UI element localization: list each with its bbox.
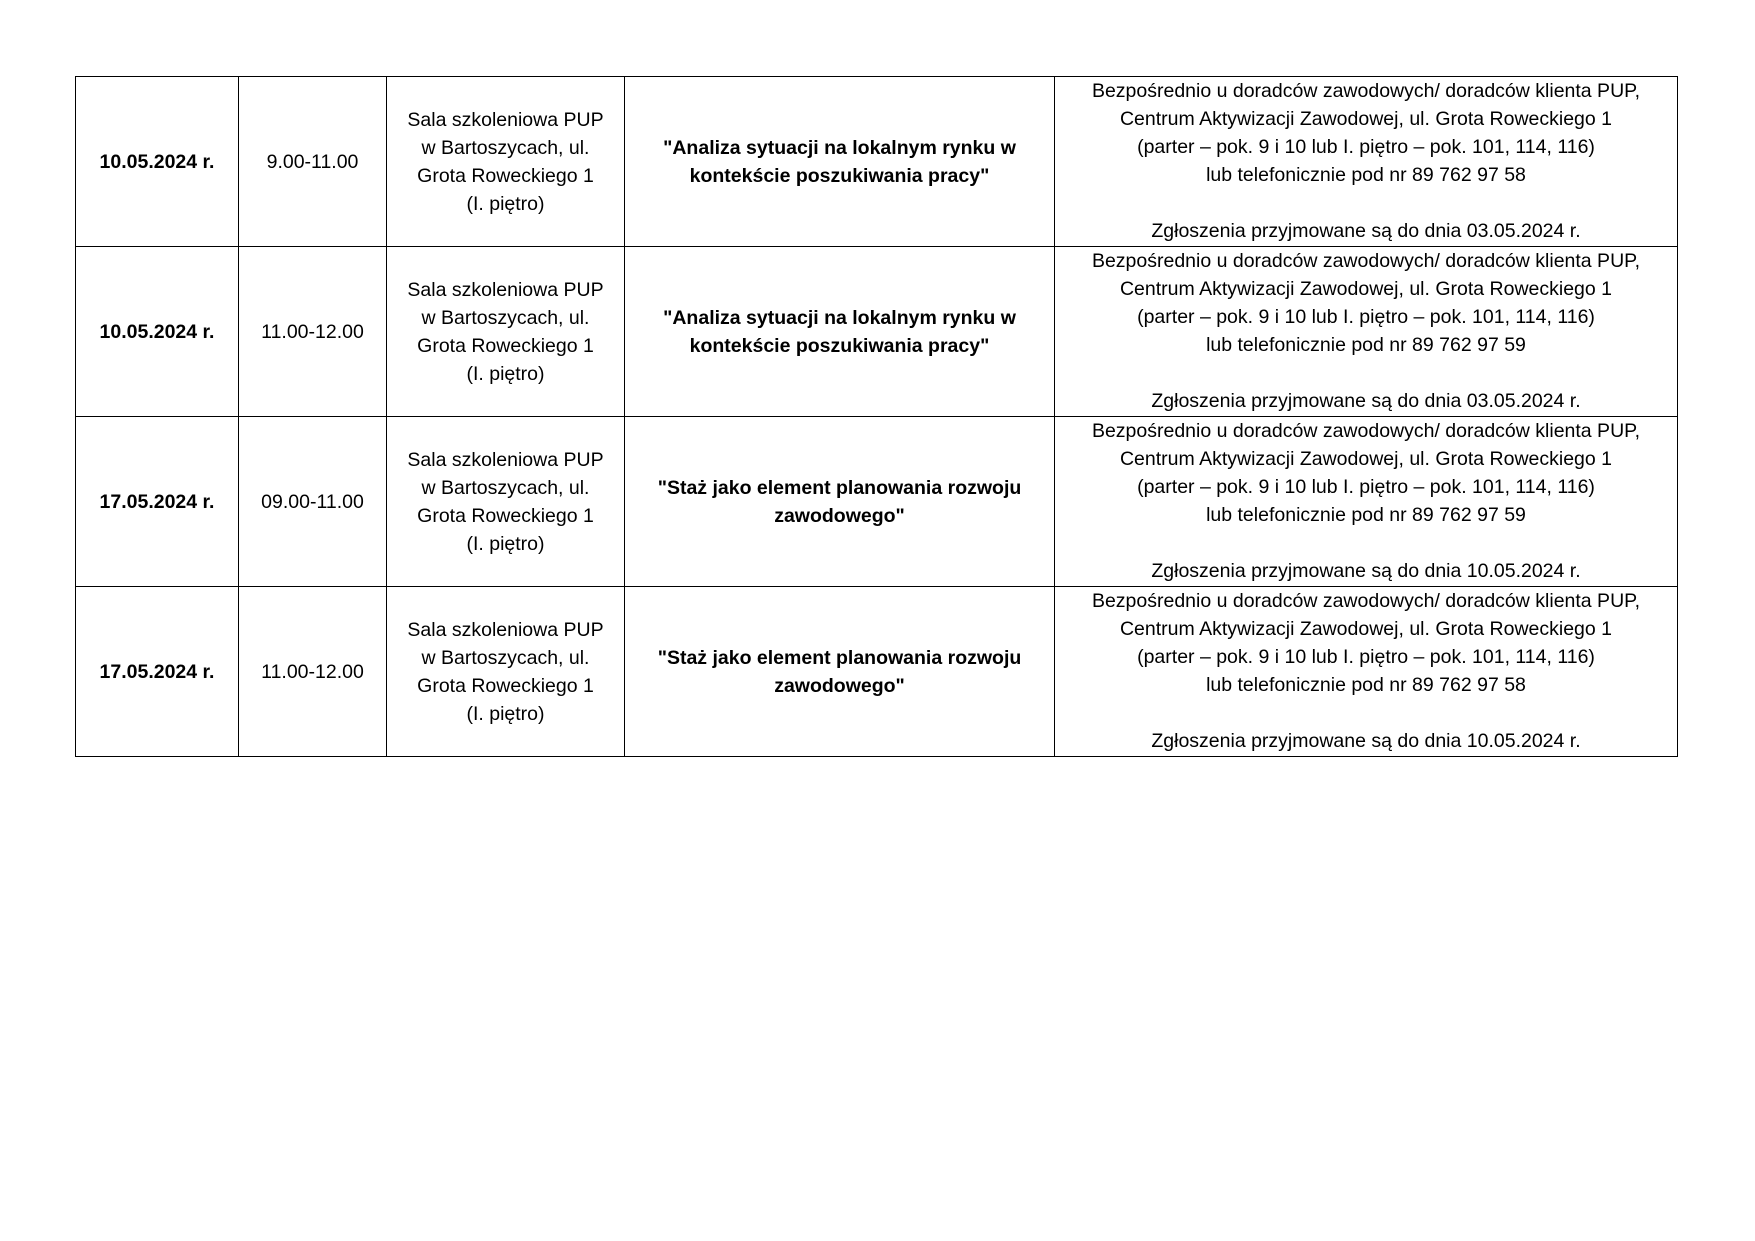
registration-line: lub telefonicznie pod nr 89 762 97 58 bbox=[1206, 164, 1526, 186]
registration-line: lub telefonicznie pod nr 89 762 97 59 bbox=[1206, 504, 1526, 526]
title-line: "Staż jako element planowania rozwoju bbox=[657, 646, 1022, 669]
location-line: (I. piętro) bbox=[466, 702, 545, 725]
registration-line: Centrum Aktywizacji Zawodowej, ul. Grota Roweckiego 1 bbox=[1119, 618, 1613, 640]
title-line: "Staż jako element planowania rozwoju bbox=[657, 476, 1022, 499]
registration-cell bbox=[1055, 247, 1678, 417]
location-line: Grota Roweckiego 1 bbox=[417, 504, 594, 527]
date-cell: 10.05.2024 r. bbox=[76, 247, 239, 417]
location-line: Grota Roweckiego 1 bbox=[417, 164, 594, 187]
workshop-title-cell bbox=[625, 587, 1055, 757]
registration-line: (parter – pok. 9 i 10 lub I. piętro – pok. 101, 114, 116) bbox=[1137, 476, 1595, 498]
spacer bbox=[1063, 189, 1669, 217]
registration-line: Bezpośrednio u doradców zawodowych/ doradców klienta PUP, bbox=[1091, 590, 1641, 612]
registration-line: (parter – pok. 9 i 10 lub I. piętro – pok. 101, 114, 116) bbox=[1137, 646, 1595, 668]
registration-line: (parter – pok. 9 i 10 lub I. piętro – pok. 101, 114, 116) bbox=[1137, 306, 1595, 328]
workshop-title-cell bbox=[625, 247, 1055, 417]
location-cell bbox=[387, 587, 625, 757]
location-cell bbox=[387, 247, 625, 417]
title-line: kontekście poszukiwania pracy" bbox=[689, 334, 990, 357]
registration-deadline: Zgłoszenia przyjmowane są do dnia 03.05.2024 r. bbox=[1151, 220, 1581, 242]
date-cell: 17.05.2024 r. bbox=[76, 417, 239, 587]
registration-deadline: Zgłoszenia przyjmowane są do dnia 10.05.2024 r. bbox=[1151, 560, 1581, 582]
title-line: kontekście poszukiwania pracy" bbox=[689, 164, 990, 187]
registration-line: Bezpośrednio u doradców zawodowych/ doradców klienta PUP, bbox=[1091, 250, 1641, 272]
registration-line: Bezpośrednio u doradców zawodowych/ doradców klienta PUP, bbox=[1091, 420, 1641, 442]
location-line: w Bartoszycach, ul. bbox=[421, 646, 590, 669]
location-line: (I. piętro) bbox=[466, 532, 545, 555]
workshop-title-cell bbox=[625, 417, 1055, 587]
location-line: Sala szkoleniowa PUP bbox=[407, 278, 604, 301]
registration-line: Centrum Aktywizacji Zawodowej, ul. Grota Roweckiego 1 bbox=[1119, 278, 1613, 300]
registration-line: Centrum Aktywizacji Zawodowej, ul. Grota Roweckiego 1 bbox=[1119, 108, 1613, 130]
registration-cell bbox=[1055, 417, 1678, 587]
table-row bbox=[76, 247, 1678, 417]
time-cell: 9.00-11.00 bbox=[239, 77, 387, 247]
title-line: zawodowego" bbox=[774, 504, 905, 527]
registration-deadline: Zgłoszenia przyjmowane są do dnia 03.05.2024 r. bbox=[1151, 390, 1581, 412]
spacer bbox=[1063, 699, 1669, 727]
registration-cell bbox=[1055, 587, 1678, 757]
registration-deadline: Zgłoszenia przyjmowane są do dnia 10.05.2024 r. bbox=[1151, 730, 1581, 752]
location-line: Sala szkoleniowa PUP bbox=[407, 618, 604, 641]
registration-cell bbox=[1055, 77, 1678, 247]
location-line: Sala szkoleniowa PUP bbox=[407, 448, 604, 471]
date-cell: 10.05.2024 r. bbox=[76, 77, 239, 247]
location-line: w Bartoszycach, ul. bbox=[421, 136, 590, 159]
title-line: "Analiza sytuacji na lokalnym rynku w bbox=[663, 136, 1016, 159]
time-cell: 11.00-12.00 bbox=[239, 587, 387, 757]
table-row bbox=[76, 587, 1678, 757]
registration-line: lub telefonicznie pod nr 89 762 97 58 bbox=[1206, 674, 1526, 696]
location-cell bbox=[387, 417, 625, 587]
date-cell: 17.05.2024 r. bbox=[76, 587, 239, 757]
registration-line: (parter – pok. 9 i 10 lub I. piętro – pok. 101, 114, 116) bbox=[1137, 136, 1595, 158]
title-line: zawodowego" bbox=[774, 674, 905, 697]
location-line: w Bartoszycach, ul. bbox=[421, 306, 590, 329]
location-line: w Bartoszycach, ul. bbox=[421, 476, 590, 499]
workshop-title-cell bbox=[625, 77, 1055, 247]
time-cell: 09.00-11.00 bbox=[239, 417, 387, 587]
registration-line: Bezpośrednio u doradców zawodowych/ doradców klienta PUP, bbox=[1091, 80, 1641, 102]
location-line: Grota Roweckiego 1 bbox=[417, 334, 594, 357]
table-row bbox=[76, 77, 1678, 247]
workshop-schedule-table bbox=[75, 76, 1678, 757]
location-line: (I. piętro) bbox=[466, 362, 545, 385]
title-line: "Analiza sytuacji na lokalnym rynku w bbox=[663, 306, 1016, 329]
time-cell: 11.00-12.00 bbox=[239, 247, 387, 417]
location-line: Grota Roweckiego 1 bbox=[417, 674, 594, 697]
location-line: (I. piętro) bbox=[466, 192, 545, 215]
spacer bbox=[1063, 359, 1669, 387]
table-row bbox=[76, 417, 1678, 587]
spacer bbox=[1063, 529, 1669, 557]
registration-line: Centrum Aktywizacji Zawodowej, ul. Grota Roweckiego 1 bbox=[1119, 448, 1613, 470]
location-cell bbox=[387, 77, 625, 247]
registration-line: lub telefonicznie pod nr 89 762 97 59 bbox=[1206, 334, 1526, 356]
location-line: Sala szkoleniowa PUP bbox=[407, 108, 604, 131]
